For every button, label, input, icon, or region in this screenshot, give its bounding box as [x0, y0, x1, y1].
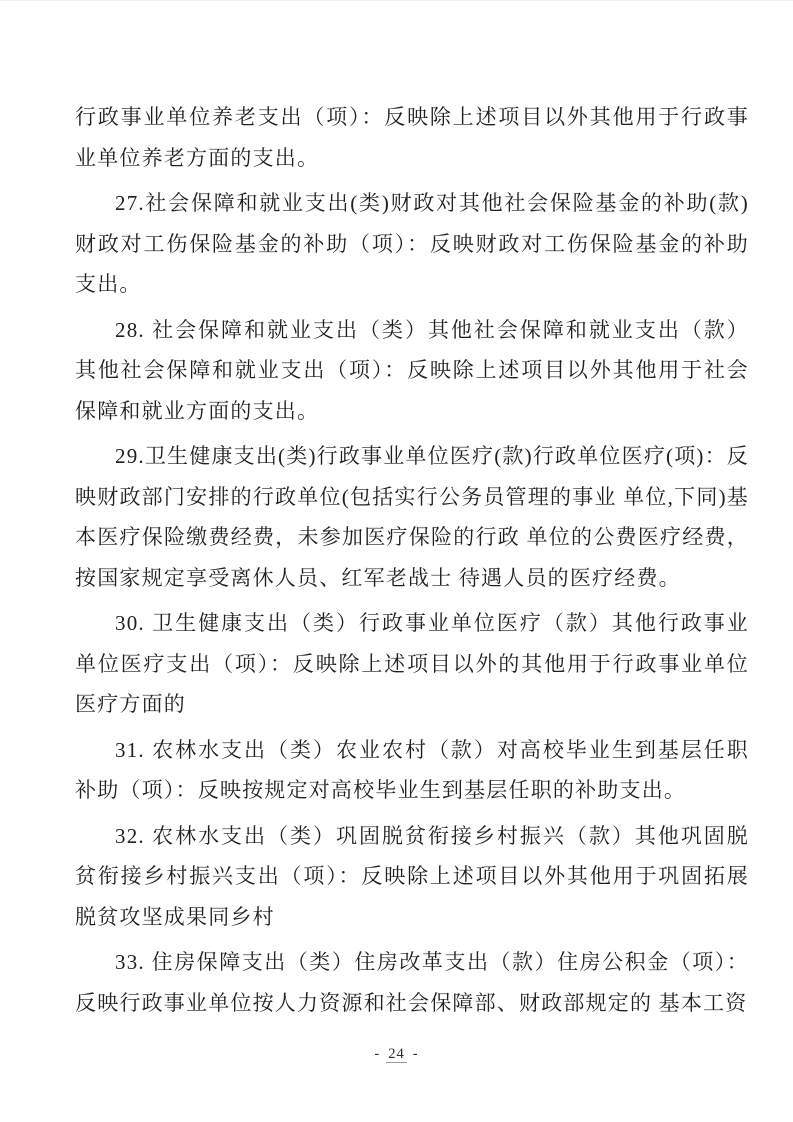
- paragraph-1: 行政事业单位养老支出（项）：反映除上述项目以外其他用于行政事业单位养老方面的支出。: [75, 105, 749, 170]
- paragraph-8: 33. 住房保障支出（类）住房改革支出（款）住房公积金（项）：反映行政事业单位按人力资源和社会保障部、财政部规定的 基本工资: [75, 950, 749, 1015]
- page-number-dash-left: -: [374, 1046, 381, 1062]
- paragraph-4: 29.卫生健康支出(类)行政事业单位医疗(款)行政单位医疗(项)：反映财政部门安排的行政单位(包括实行公务员管理的事业 单位,下同)基本医疗保险缴费经费，未参加医疗保险的行政 单位的公费医疗经费，按国家规定享受离休人员、红军老战士 待遇人员的医疗经费。: [75, 444, 750, 590]
- page-footer: [0, 1034, 793, 1122]
- paragraph-7: 32. 农林水支出（类）巩固脱贫衔接乡村振兴（款）其他巩固脱贫衔接乡村振兴支出（项）：反映除上述项目以外其他用于巩固拓展脱贫攻坚成果同乡村: [75, 823, 749, 929]
- document-body: [75, 97, 749, 1028]
- paragraph-5: 30. 卫生健康支出（类）行政事业单位医疗（款）其他行政事业单位医疗支出（项）：反映除上述项目以外的其他用于行政事业单位医疗方面的: [75, 611, 749, 716]
- paragraph-3: 28. 社会保障和就业支出（类）其他社会保障和就业支出（款）其他社会保障和就业支出（项）：反映除上述项目以外其他用于社会保障和就业方面的支出。: [75, 317, 749, 423]
- page-number-dash-right: -: [412, 1046, 419, 1062]
- paragraph-6: 31. 农林水支出（类）农业农村（款）对高校毕业生到基层任职补助（项）：反映按规定对高校毕业生到基层任职的补助支出。: [75, 737, 749, 802]
- paragraph-2: 27.社会保障和就业支出(类)财政对其他社会保险基金的补助(款)财政对工伤保险基金的补助（项）：反映财政对工伤保险基金的补助支出。: [75, 191, 749, 296]
- page-number: [368, 1046, 424, 1063]
- page-number-value: 24: [388, 1046, 405, 1062]
